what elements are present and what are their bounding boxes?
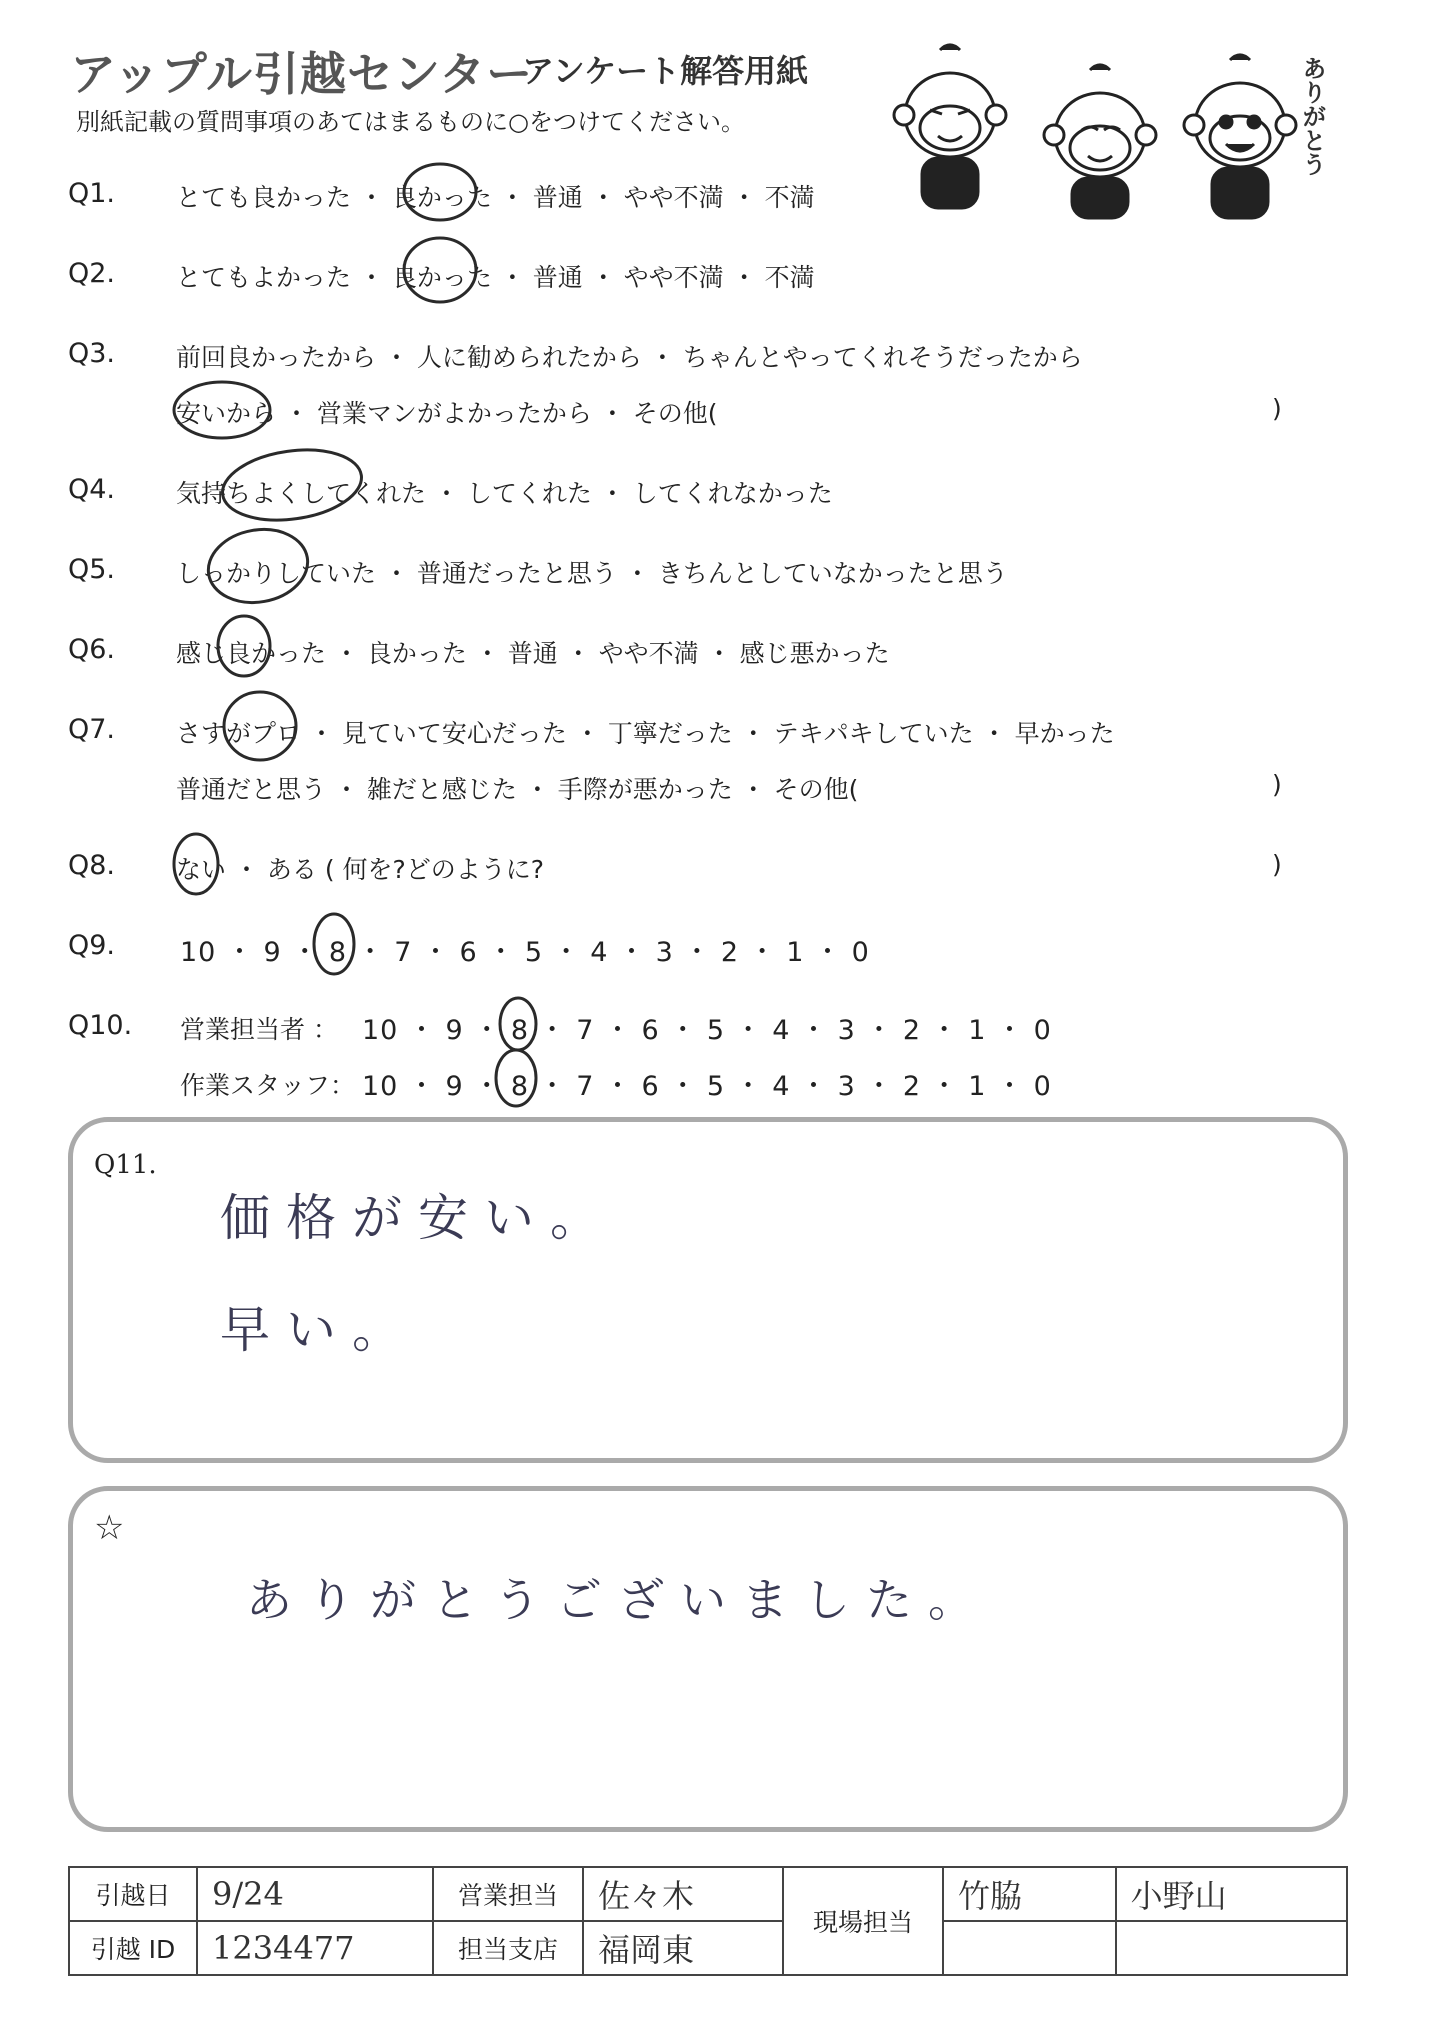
footer-table [68, 1866, 1348, 1976]
company-title: アップル引越センター [70, 47, 534, 101]
q3-options-line2: 安いから ・ 営業マンがよかったから ・ その他( [176, 399, 718, 428]
q4-label: Q4. [68, 474, 116, 505]
q6-options: 感じ良かった ・ 良かった ・ 普通 ・ やや不満 ・ 感じ悪かった [176, 639, 890, 668]
q7-label: Q7. [68, 714, 116, 745]
q10-staff-label: 作業スタッフ： [180, 1071, 356, 1100]
field-staff-empty-1 [943, 1921, 1116, 1975]
q9-label: Q9. [68, 930, 116, 961]
q5-label: Q5. [68, 554, 116, 585]
move-id-value: 1234477 [197, 1921, 433, 1975]
monkey-icon [894, 45, 1006, 208]
q7-paren-close: ) [1272, 770, 1282, 799]
field-staff-2: 小野山 [1116, 1867, 1347, 1921]
q1-options: とても良かった ・ 良かった ・ 普通 ・ やや不満 ・ 不満 [176, 183, 815, 212]
message-text: ありがとうございました。 [246, 1573, 990, 1627]
q1-label: Q1. [68, 178, 116, 209]
q10-sales-scale: 10 ・ 9 ・ 8 ・ 7 ・ 6 ・ 5 ・ 4 ・ 3 ・ 2 ・ 1 ・ 0 [362, 1015, 1052, 1046]
q9-scale: 10 ・ 9 ・ 8 ・ 7 ・ 6 ・ 5 ・ 4 ・ 3 ・ 2 ・ 1 ・ 0 [180, 937, 870, 968]
move-date-label: 引越日 [69, 1867, 197, 1921]
q2-label: Q2. [68, 258, 116, 289]
sales-rep-value: 佐々木 [583, 1867, 783, 1921]
q8-label: Q8. [68, 850, 116, 881]
q10-sales-label: 営業担当者 ： [180, 1015, 338, 1044]
form-title: アンケート解答用紙 [522, 52, 809, 90]
q11-label: Q11. [94, 1150, 157, 1180]
q5-options: しっかりしていた ・ 普通だったと思う ・ きちんとしていなかったと思う [176, 559, 1008, 588]
monkey-icon [1184, 55, 1296, 218]
field-staff-label: 現場担当 [783, 1867, 943, 1975]
q4-options: 気持ちよくしてくれた ・ してくれた ・ してくれなかった [176, 479, 833, 508]
field-staff-empty-2 [1116, 1921, 1347, 1975]
q3-paren-close: ) [1272, 394, 1282, 423]
mascot-caption: ありがとう [1298, 56, 1326, 176]
move-date-value: 9/24 [197, 1867, 433, 1921]
q10-staff-scale: 10 ・ 9 ・ 8 ・ 7 ・ 6 ・ 5 ・ 4 ・ 3 ・ 2 ・ 1 ・ 0 [362, 1071, 1052, 1102]
q6-label: Q6. [68, 634, 116, 665]
q8-paren-close: ) [1272, 850, 1282, 879]
q8-options: ない ・ ある ( 何を?どのように? [176, 855, 545, 884]
sales-rep-label: 営業担当 [433, 1867, 583, 1921]
branch-label: 担当支店 [433, 1921, 583, 1975]
q11-answer-line2: 早い。 [220, 1301, 418, 1359]
branch-value: 福岡東 [583, 1921, 783, 1975]
monkey-icon [1044, 65, 1156, 218]
monkey-mascots-illustration [880, 40, 1340, 220]
q3-label: Q3. [68, 338, 116, 369]
q7-options-line2: 普通だと思う ・ 雑だと感じた ・ 手際が悪かった ・ その他( [176, 775, 859, 804]
move-id-label: 引越 ID [69, 1921, 197, 1975]
instruction-text: 別紙記載の質問事項のあてはまるものに○をつけてください。 [76, 108, 745, 136]
q10-label: Q10. [68, 1010, 133, 1041]
q3-options-line1: 前回良かったから ・ 人に勧められたから ・ ちゃんとやってくれそうだったから [176, 343, 1083, 372]
field-staff-1: 竹脇 [943, 1867, 1116, 1921]
star-icon: ☆ [94, 1508, 125, 1548]
q11-answer-line1: 価格が安い。 [220, 1189, 616, 1247]
message-box [68, 1486, 1348, 1832]
q2-options: とてもよかった ・ 良かった ・ 普通 ・ やや不満 ・ 不満 [176, 263, 815, 292]
q7-options-line1: さすがプロ ・ 見ていて安心だった ・ 丁寧だった ・ テキパキしていた ・ 早かった [176, 719, 1115, 748]
